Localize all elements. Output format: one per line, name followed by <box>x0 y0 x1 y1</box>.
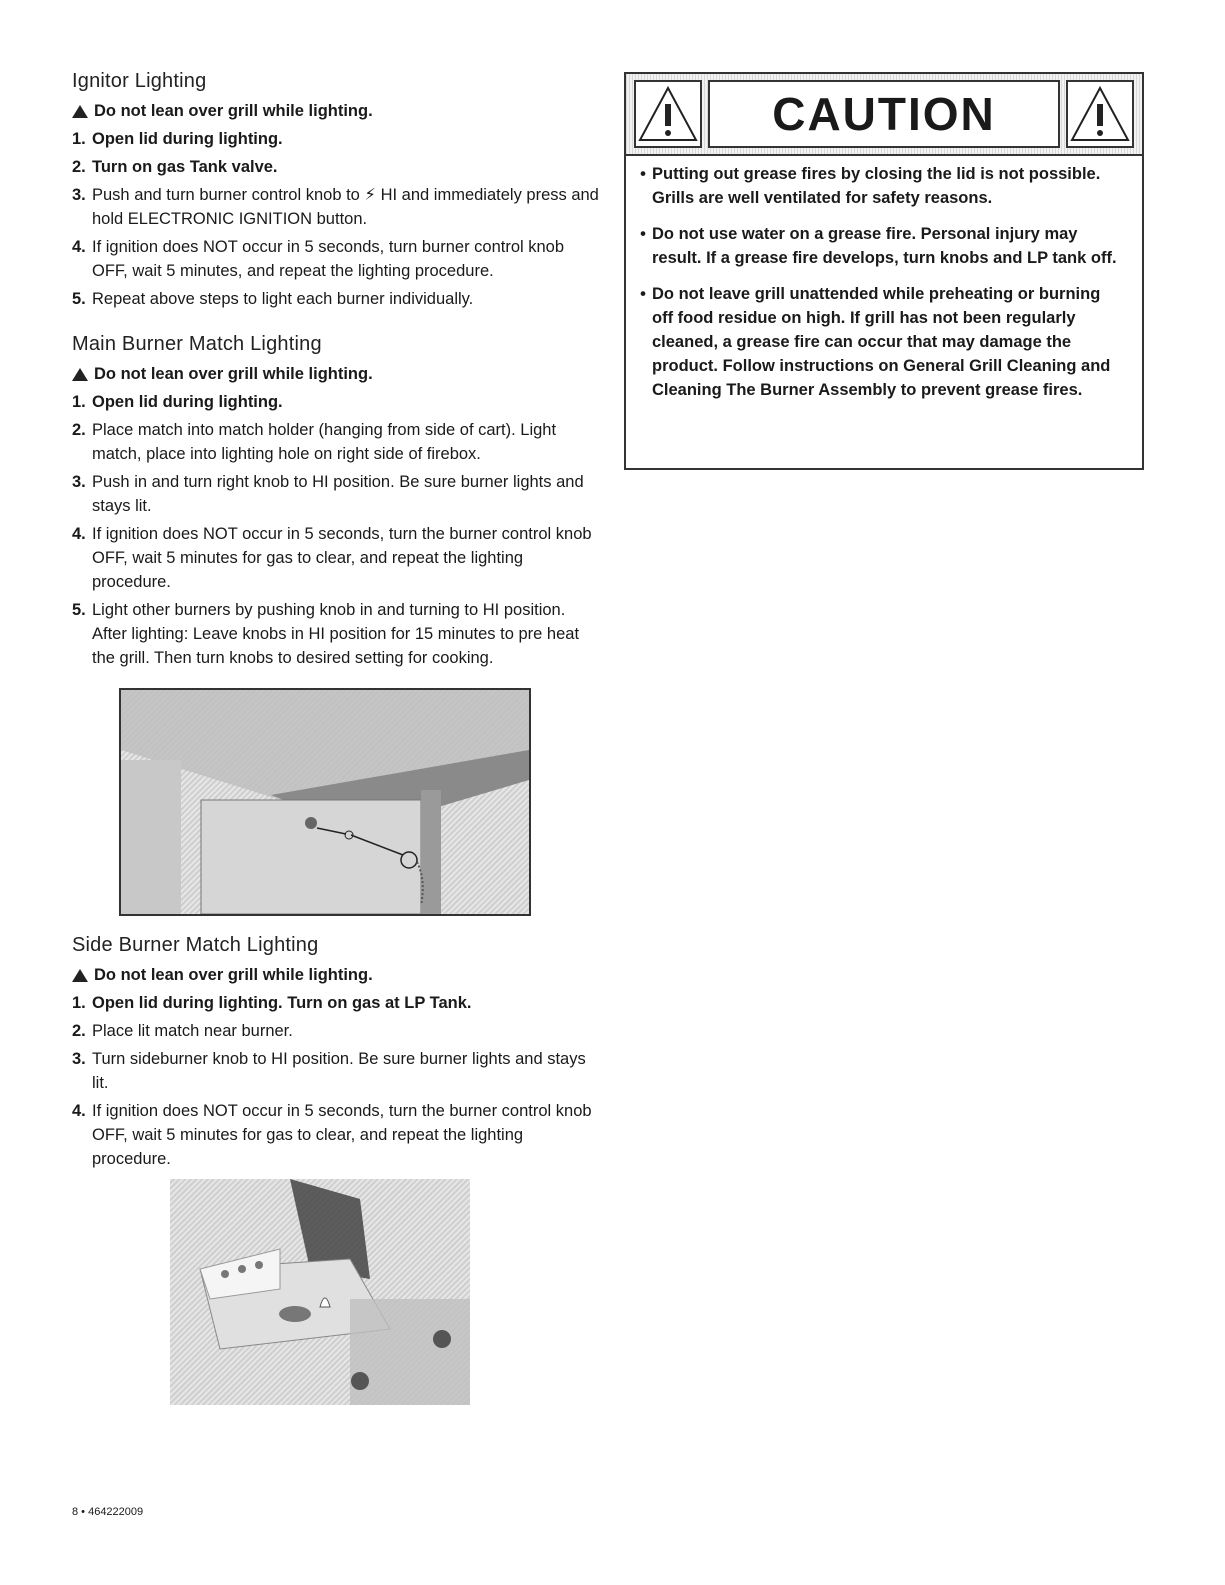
ignitor-warning-text: Do not lean over grill while lighting. <box>94 102 373 120</box>
caution-header <box>626 74 1142 156</box>
step-number: 2. <box>72 421 86 439</box>
side-burner-steps <box>72 991 602 1171</box>
main-burner-heading: Main Burner Match Lighting <box>72 333 322 355</box>
warning-triangle-icon <box>72 368 88 381</box>
step-item <box>72 183 602 231</box>
main-burner-illustration <box>119 688 531 916</box>
warning-triangle-icon <box>634 80 702 148</box>
warning-triangle-icon <box>72 105 88 118</box>
caution-title: CAUTION <box>772 88 996 140</box>
step-item <box>72 1019 602 1043</box>
step-number: 3. <box>72 1050 86 1068</box>
main-burner-warning <box>72 362 602 386</box>
step-text: If ignition does NOT occur in 5 seconds, turn burner control knob OFF, wait 5 minutes, and repeat the lighting procedure. <box>92 238 565 280</box>
step-item <box>72 390 602 414</box>
side-burner-drawing <box>170 1179 470 1405</box>
step-text: Push and turn burner control knob to ⚡ HI and immediately press and hold ELECTRONIC IGNITION button. <box>92 186 599 228</box>
step-item <box>72 470 602 518</box>
step-item <box>72 127 602 151</box>
main-burner-warning-text: Do not lean over grill while lighting. <box>94 365 373 383</box>
step-number: 4. <box>72 1102 86 1120</box>
step-number: 3. <box>72 186 86 204</box>
step-item <box>72 1047 602 1095</box>
step-text: Repeat above steps to light each burner individually. <box>92 290 474 308</box>
step-item <box>72 235 602 283</box>
step-text: Place lit match near burner. <box>92 1022 293 1040</box>
step-text: Light other burners by pushing knob in and turning to HI position. After lighting: Leave knobs in HI position for 15 minutes to pre heat the grill. Then turn knobs to desired setting for cooking. <box>92 601 580 667</box>
warning-triangle-icon <box>1066 80 1134 148</box>
step-number: 5. <box>72 601 86 619</box>
caution-title-box <box>708 80 1060 148</box>
step-text: Turn sideburner knob to HI position. Be sure burner lights and stays lit. <box>92 1050 586 1092</box>
step-item <box>72 1099 602 1171</box>
step-text: If ignition does NOT occur in 5 seconds, turn the burner control knob OFF, wait 5 minutes for gas to clear, and repeat the lighting procedure. <box>92 1102 592 1168</box>
ignitor-steps <box>72 127 602 311</box>
ignitor-section <box>72 70 602 311</box>
step-item <box>72 418 602 466</box>
warning-triangle-icon <box>72 969 88 982</box>
caution-bullet: • Putting out grease fires by closing the lid is not possible. Grills are well ventilated for safety reasons. <box>640 165 1101 207</box>
caution-box <box>624 72 1144 470</box>
side-burner-warning <box>72 963 602 987</box>
step-text: Turn on gas Tank valve. <box>92 158 278 176</box>
main-burner-steps <box>72 390 602 670</box>
side-burner-illustration <box>170 1179 470 1405</box>
left-column <box>72 70 602 1423</box>
step-item <box>72 155 602 179</box>
step-text: Place match into match holder (hanging from side of cart). Light match, place into lighting hole on right side of firebox. <box>92 421 557 463</box>
step-number: 4. <box>72 238 86 256</box>
step-number: 1. <box>72 130 86 148</box>
step-text: Open lid during lighting. Turn on gas at LP Tank. <box>92 994 472 1012</box>
caution-bullet: • Do not leave grill unattended while preheating or burning off food residue on high. If grill has not been regularly cleaned, a grease fire can occur that may damage the product. Follow instructions on General Grill Cleaning and Cleaning The Burner Assembly to prevent grease fires. <box>640 285 1111 399</box>
step-number: 2. <box>72 1022 86 1040</box>
step-number: 5. <box>72 290 86 308</box>
step-number: 2. <box>72 158 86 176</box>
ignitor-heading: Ignitor Lighting <box>72 70 207 92</box>
step-item <box>72 287 602 311</box>
step-number: 4. <box>72 525 86 543</box>
page-footer: 8 • 464222009 <box>72 1506 144 1518</box>
caution-bullet: • Do not use water on a grease fire. Personal injury may result. If a grease fire develops, turn knobs and LP tank off. <box>640 225 1117 267</box>
step-number: 1. <box>72 994 86 1012</box>
step-number: 1. <box>72 393 86 411</box>
step-item <box>72 991 602 1015</box>
step-item <box>72 522 602 594</box>
main-burner-section <box>72 333 602 916</box>
side-burner-heading: Side Burner Match Lighting <box>72 934 319 956</box>
step-text: Open lid during lighting. <box>92 130 283 148</box>
step-text: Open lid during lighting. <box>92 393 283 411</box>
side-burner-section <box>72 934 602 1405</box>
step-number: 3. <box>72 473 86 491</box>
caution-body <box>626 156 1142 402</box>
side-burner-warning-text: Do not lean over grill while lighting. <box>94 966 373 984</box>
grill-firebox-drawing <box>121 690 529 914</box>
step-item <box>72 598 602 670</box>
ignitor-warning <box>72 99 602 123</box>
step-text: If ignition does NOT occur in 5 seconds, turn the burner control knob OFF, wait 5 minutes for gas to clear, and repeat the lighting procedure. <box>92 525 592 591</box>
step-text: Push in and turn right knob to HI position. Be sure burner lights and stays lit. <box>92 473 584 515</box>
